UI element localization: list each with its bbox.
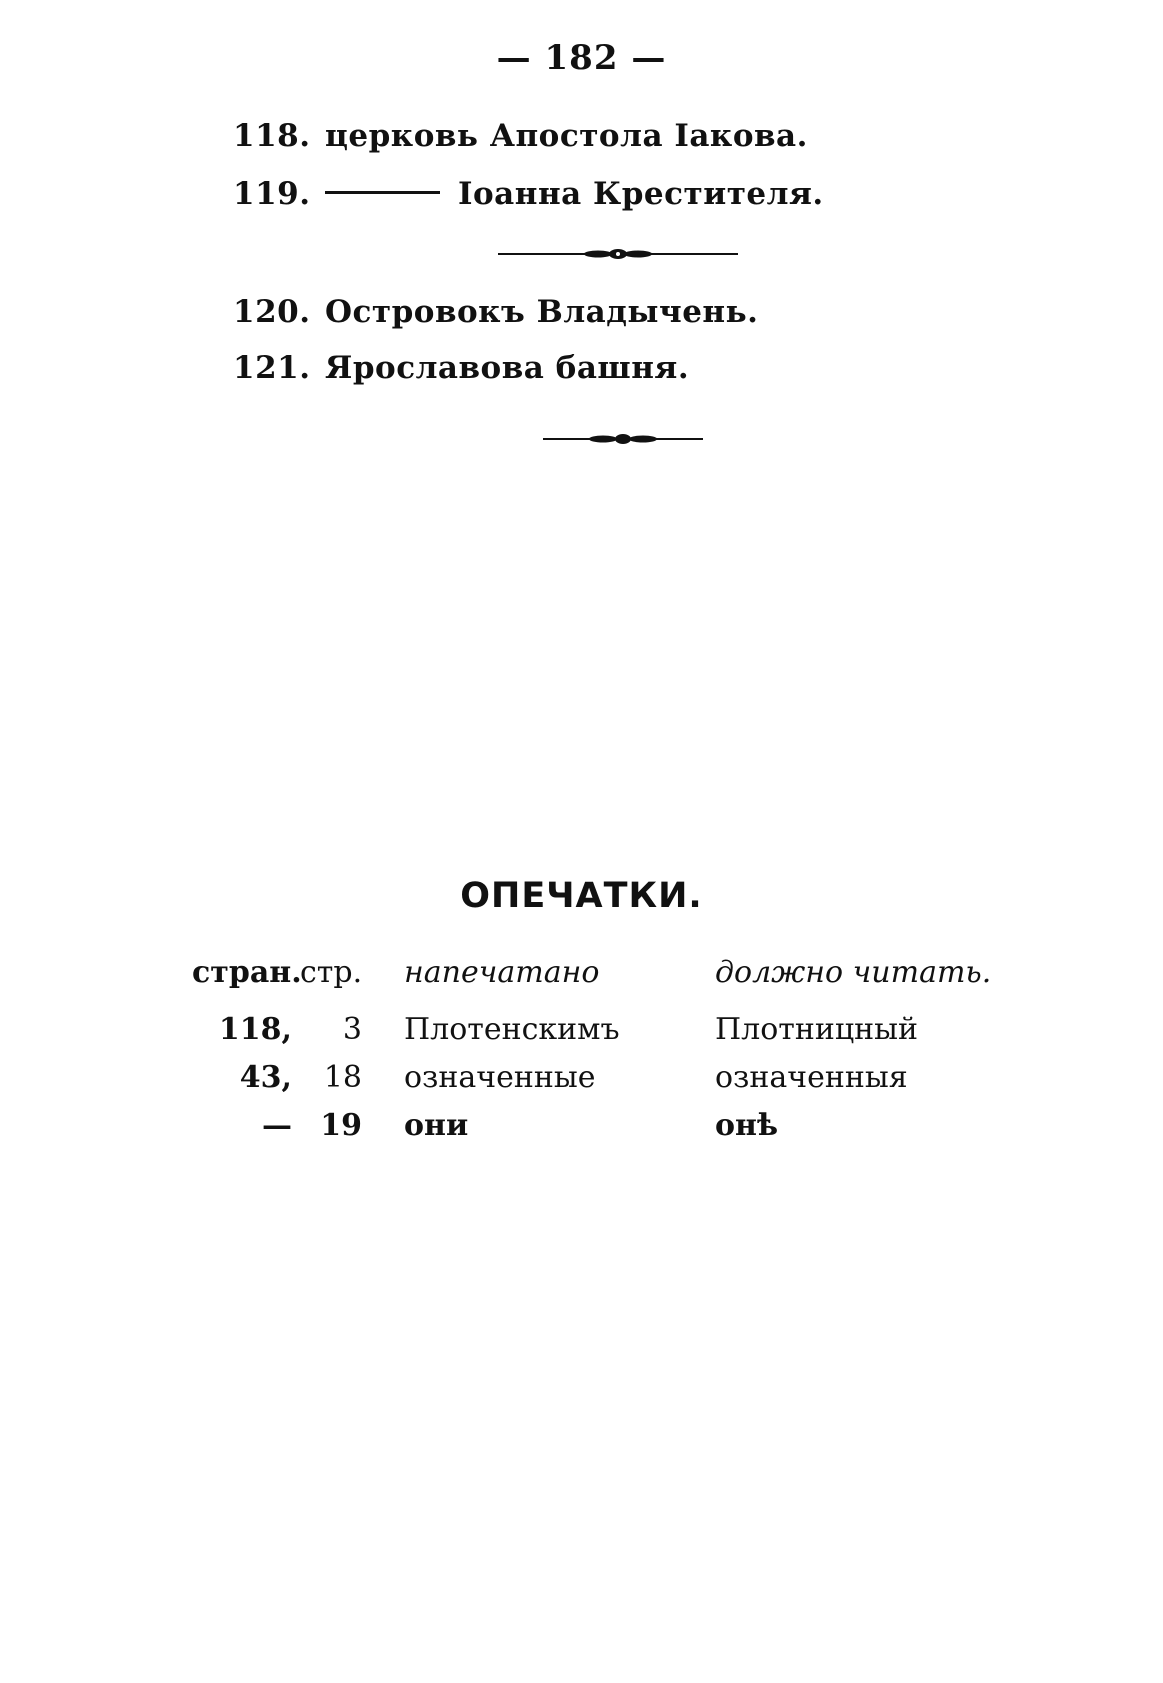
errata-printed: они bbox=[404, 1108, 469, 1143]
item-number: 121. bbox=[233, 350, 311, 386]
errata-correct: Плотницный bbox=[715, 1012, 919, 1047]
item-text: Островокъ Владычень. bbox=[325, 294, 759, 330]
errata-line: 18 bbox=[323, 1060, 362, 1095]
list-item bbox=[233, 176, 824, 212]
ornament-divider bbox=[498, 246, 738, 262]
item-text: Ярославова башня. bbox=[325, 350, 690, 386]
errata-page: — bbox=[262, 1108, 292, 1143]
list-item bbox=[233, 118, 808, 154]
item-text: Іоанна Крестителя. bbox=[458, 176, 824, 212]
header-printed: напечатано bbox=[404, 955, 600, 990]
header-correct: должно читать. bbox=[715, 955, 992, 990]
errata-printed: Плотенскимъ bbox=[404, 1012, 620, 1047]
errata-line: 19 bbox=[320, 1108, 362, 1143]
header-line: стр. bbox=[300, 955, 363, 990]
item-text: церковь Апостола Іакова. bbox=[325, 118, 808, 154]
errata-title: ОПЕЧАТКИ. bbox=[460, 876, 703, 916]
item-number: 120. bbox=[233, 294, 311, 330]
ornament-divider bbox=[543, 431, 703, 447]
errata-correct: онѣ bbox=[715, 1108, 779, 1143]
list-item bbox=[233, 350, 689, 386]
errata-page: 43, bbox=[239, 1060, 292, 1095]
errata-printed: означенные bbox=[404, 1060, 596, 1095]
errata-page: 118, bbox=[218, 1012, 292, 1047]
ditto-dash bbox=[325, 191, 440, 194]
header-page: стран. bbox=[192, 955, 302, 990]
list-item bbox=[233, 294, 758, 330]
errata-line: 3 bbox=[342, 1012, 362, 1047]
page-number: — 182 — bbox=[496, 38, 667, 78]
errata-correct: означенныя bbox=[715, 1060, 908, 1095]
item-number: 118. bbox=[233, 118, 311, 154]
item-number: 119. bbox=[233, 176, 311, 212]
